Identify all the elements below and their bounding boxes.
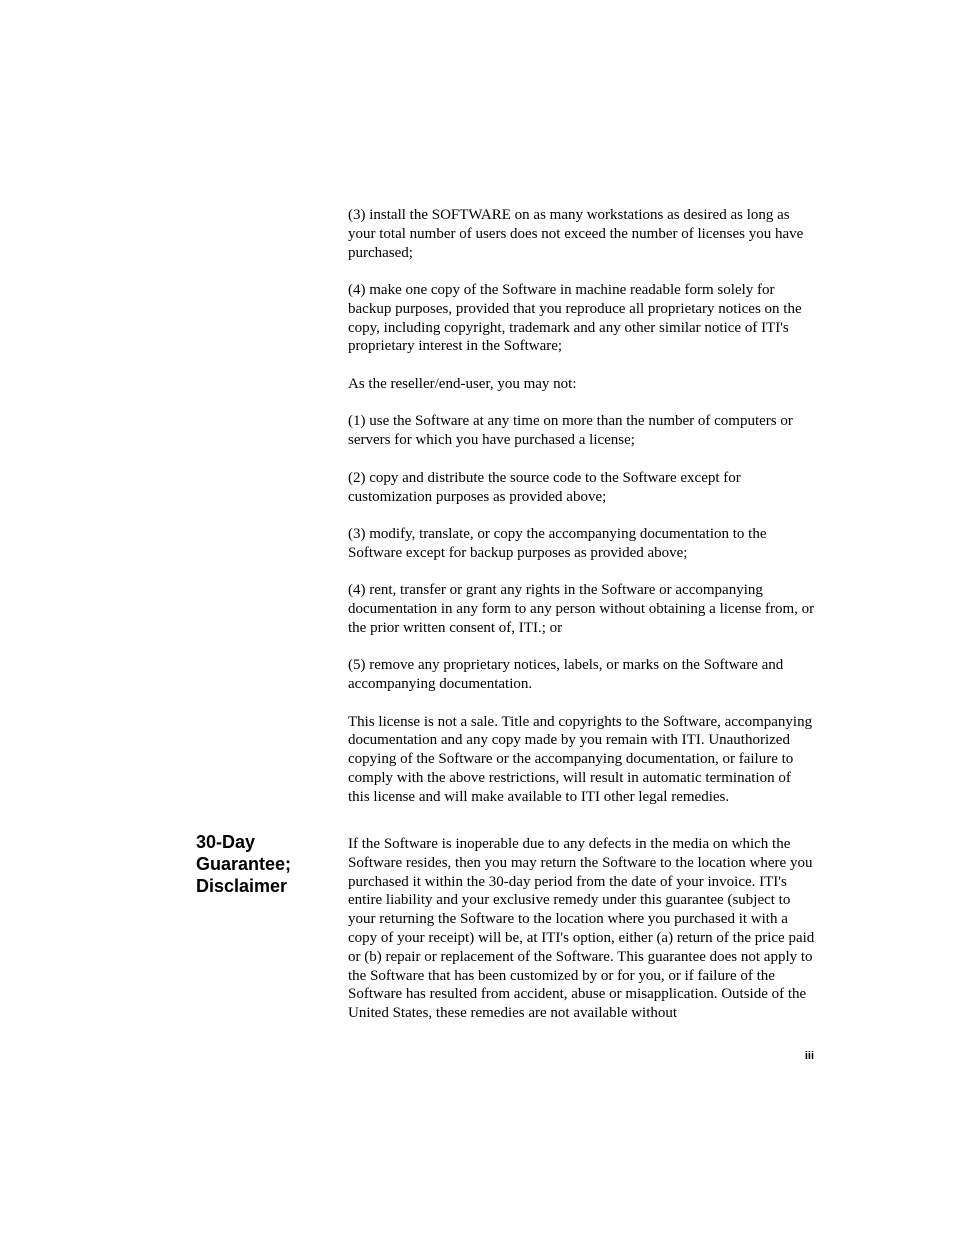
paragraph-restriction-notices: (5) remove any proprietary notices, labels, or marks on the Software and accompanying documentation. — [348, 657, 784, 693]
paragraph-restriction-transfer: (4) rent, transfer or grant any rights in the Software or accompanying documentation in any form to any person without obtaining a license from, or the prior written consent of, ITI.; or — [348, 582, 815, 636]
paragraph-backup-copy: (4) make one copy of the Software in machine readable form solely for backup purposes, provided that you reproduce all proprietary notices on the copy, including copyright, trademark and any other similar notice of ITI's proprietary interest in the Software; — [348, 282, 802, 355]
paragraph-install-software: (3) install the SOFTWARE on as many workstations as desired as long as your total number of users does not exceed the number of licenses you have purchased; — [348, 207, 804, 261]
license-terms-block — [348, 206, 816, 825]
section-heading-guarantee: 30-Day Guarantee; Disclaimer — [196, 832, 292, 896]
paragraph-not-a-sale: This license is not a sale. Title and copyrights to the Software, accompanying documentation and any copy made by you remain with ITI. Unauthorized copying of the Software or the accompanying documentation, or failure to comply with the above restrictions, will result in automatic termination of this license and will make available to ITI other legal remedies. — [348, 713, 813, 805]
paragraph-restriction-source-code: (2) copy and distribute the source code to the Software except for customization purposes as provided above; — [348, 469, 741, 505]
guarantee-block — [348, 835, 816, 1023]
paragraph-may-not-intro: As the reseller/end-user, you may not: — [348, 375, 577, 392]
paragraph-restriction-computers: (1) use the Software at any time on more than the number of computers or servers for which you have purchased a license; — [348, 413, 793, 449]
paragraph-restriction-documentation: (3) modify, translate, or copy the accompanying documentation to the Software except for backup purposes as provided above; — [348, 526, 767, 561]
page-number: iii — [804, 1050, 814, 1062]
paragraph-guarantee: If the Software is inoperable due to any defects in the media on which the Software resides, then you may return the Software to the location where you purchased it within the 30-day period from the date of your invoice. ITI's entire liability and your exclusive remedy under this guarantee (subject to your returning the Software to the location where you purchased it with a copy of your receipt) will be, at ITI's option, either (a) return of the price paid or (b) repair or replacement of the Software. This guarantee does not apply to the Software that has been customized by or for you, or if failure of the Software has resulted from accident, abuse or misapplication. Outside of the United States, these remedies are not available without — [348, 836, 815, 1022]
